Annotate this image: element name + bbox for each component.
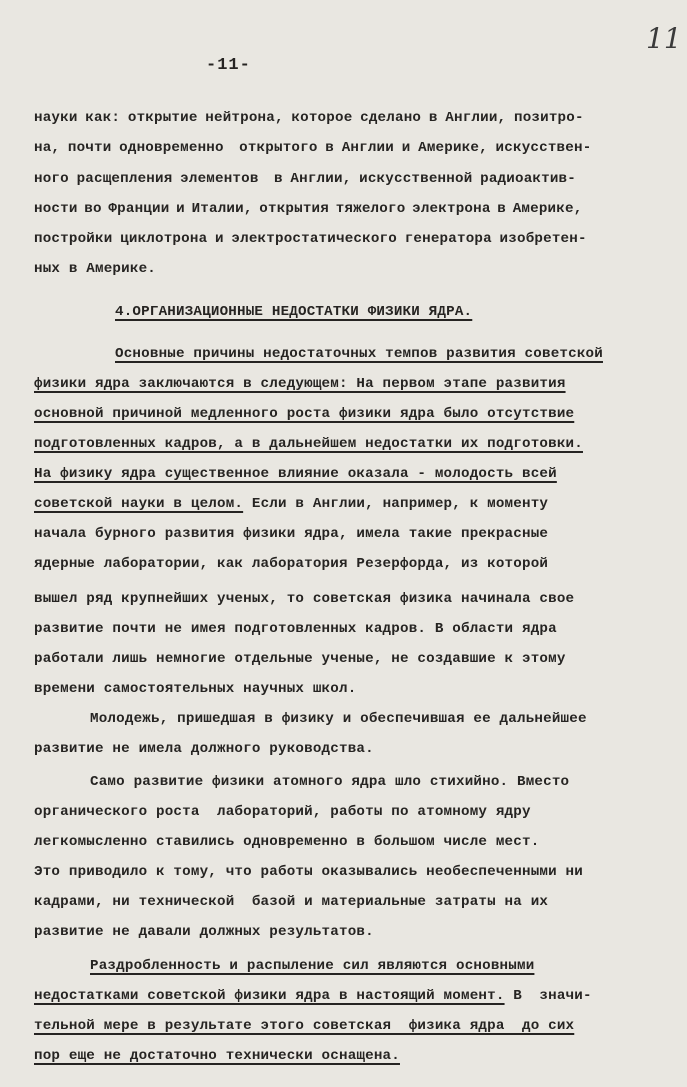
underlined-phrase: недостатками советской физики ядра в настоящий момент. (34, 988, 505, 1004)
text-line-underlined: тельной мере в результате этого советская физика ядра до сих (34, 1018, 575, 1034)
text-line (34, 988, 592, 1004)
text-line-underlined: На физику ядра существенное влияние оказала - молодость всей (34, 466, 557, 482)
text-line: на, почти одновременно открытого в Англии и Америке, искусствен- (34, 140, 592, 156)
text-line-underlined: пор еще не достаточно технически оснащена. (34, 1048, 400, 1064)
underlined-phrase: советской науки в целом. (34, 496, 244, 512)
text-line: вышел ряд крупнейших ученых, то советская физика начинала свое (34, 591, 575, 607)
text-line: развитие почти не имея подготовленных кадров. В области ядра (34, 621, 557, 637)
text-line-underlined: Основные причины недостаточных темпов развития советской (115, 346, 603, 362)
text-line: развитие не давали должных результатов. (34, 924, 374, 940)
text-line: времени самостоятельных научных школ. (34, 681, 357, 697)
section-heading: 4.ОРГАНИЗАЦИОННЫЕ НЕДОСТАТКИ ФИЗИКИ ЯДРА. (115, 304, 473, 320)
text-line: ядерные лаборатории, как лаборатория Резерфорда, из которой (34, 556, 549, 572)
text-line-underlined: подготовленных кадров, а в дальнейшем недостатки их подготовки. (34, 436, 583, 452)
text-line (34, 496, 548, 512)
text-line: Само развитие физики атомного ядра шло стихийно. Вместо (90, 774, 570, 790)
text-line: ности во Франции и Италии, открытия тяжелого электрона в Америке, (34, 201, 583, 217)
text-phrase: В значи- (504, 988, 592, 1004)
text-line: Это приводило к тому, что работы оказывались необеспеченными ни (34, 864, 583, 880)
text-line: ных в Америке. (34, 261, 156, 277)
text-line: работали лишь немногие отдельные ученые, не создавшие к этому (34, 651, 566, 667)
text-line-underlined: физики ядра заключаются в следующем: На первом этапе развития (34, 376, 566, 392)
text-line: начала бурного развития физики ядра, имела такие прекрасные (34, 526, 549, 542)
text-line: органического роста лабораторий, работы по атомному ядру (34, 804, 531, 820)
text-line: науки как: открытие нейтрона, которое сделано в Англии, позитро- (34, 110, 584, 126)
text-line: постройки циклотрона и электростатического генератора изобретен- (34, 231, 587, 247)
handwritten-page-number: 11 (646, 22, 682, 55)
text-line: легкомысленно ставились одновременно в большом числе мест. (34, 834, 540, 850)
text-line: кадрами, ни технической базой и материальные затраты на их (34, 894, 549, 910)
text-line: ного расщепления элементов в Англии, искусственной радиоактив- (34, 171, 576, 187)
page-number: -11- (206, 56, 251, 75)
text-line: развитие не имела должного руководства. (34, 741, 374, 757)
text-phrase: Если в Англии, например, к моменту (243, 496, 549, 512)
text-line-underlined: Раздробленность и распыление сил являются основными (90, 958, 535, 974)
text-line-underlined: основной причиной медленного роста физики ядра было отсутствие (34, 406, 575, 422)
text-line: Молодежь, пришедшая в физику и обеспечившая ее дальнейшее (90, 711, 587, 727)
